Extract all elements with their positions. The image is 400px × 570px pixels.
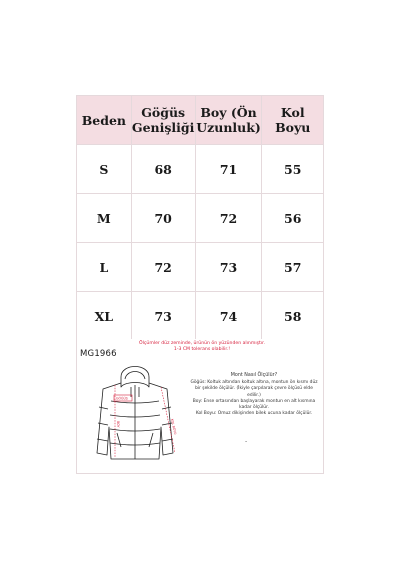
cell-size: M bbox=[77, 194, 132, 243]
jacket-diagram-icon bbox=[81, 357, 189, 473]
size-chart-table bbox=[76, 95, 324, 341]
guide-sleeve-text: Kol Boyu: Omuz dikişinden bilek ucuna kadar ölçülür. bbox=[195, 411, 313, 417]
table-row bbox=[77, 194, 324, 243]
header-length-line2: Uzunluk) bbox=[196, 120, 261, 135]
header-chest-line2: Genişliği bbox=[131, 120, 195, 135]
tolerance-warning-line1: Ölçümler düz zeminde, ürünün ön yüzünden alınmıştır. bbox=[138, 341, 265, 346]
table-row bbox=[77, 292, 324, 341]
header-size-label: Beden bbox=[81, 112, 126, 128]
cell-length: 73 bbox=[195, 243, 262, 292]
header-length bbox=[195, 96, 262, 145]
model-code: MG1966 bbox=[80, 349, 117, 359]
table-row bbox=[77, 243, 324, 292]
cell-size: XL bbox=[77, 292, 132, 341]
measurement-instructions bbox=[189, 373, 319, 417]
cell-size: S bbox=[77, 145, 132, 194]
header-size bbox=[77, 96, 132, 145]
cell-chest: 70 bbox=[131, 194, 195, 243]
header-chest-line1: Göğüs bbox=[141, 105, 186, 120]
cell-length: 74 bbox=[195, 292, 262, 341]
cell-size: L bbox=[77, 243, 132, 292]
tolerance-warning-line2: 1-3 CM tolerans olabilir.! bbox=[173, 347, 231, 353]
cell-length: 72 bbox=[195, 194, 262, 243]
measurement-guide-panel bbox=[76, 339, 324, 474]
header-sleeve-label: Kol Boyu bbox=[275, 105, 311, 135]
guide-length-text: Boy: Ense ortasından başlayarak montun en alt kısmına kadar ölçülür. bbox=[192, 398, 316, 411]
cell-chest: 68 bbox=[131, 145, 195, 194]
header-sleeve bbox=[262, 96, 324, 145]
header-length-line1: Boy (Ön bbox=[200, 105, 257, 120]
cell-sleeve: 58 bbox=[262, 292, 324, 341]
guide-chest-text: Göğüs: Koltuk altından koltuk altına, montun ön kısmı düz bir şekilde ölçülür. (İkiyle çarpılarak çevre ölçüsü elde edilir.) bbox=[190, 380, 318, 398]
cell-length: 71 bbox=[195, 145, 262, 194]
size-chart-header-row bbox=[77, 96, 324, 145]
cell-sleeve: 57 bbox=[262, 243, 324, 292]
sleeve-marker-label: KOL BOYU bbox=[170, 418, 178, 435]
cell-sleeve: 55 bbox=[262, 145, 324, 194]
guide-title: Mont Nasıl Ölçülür? bbox=[230, 373, 278, 378]
table-row bbox=[77, 145, 324, 194]
dash-mark: - bbox=[245, 438, 248, 445]
cell-sleeve: 56 bbox=[262, 194, 324, 243]
chest-marker-label: GÖĞÜS bbox=[116, 396, 128, 401]
tolerance-warning bbox=[117, 341, 287, 354]
header-chest bbox=[131, 96, 195, 145]
length-marker-label: BOY bbox=[116, 421, 120, 428]
cell-chest: 73 bbox=[131, 292, 195, 341]
cell-chest: 72 bbox=[131, 243, 195, 292]
